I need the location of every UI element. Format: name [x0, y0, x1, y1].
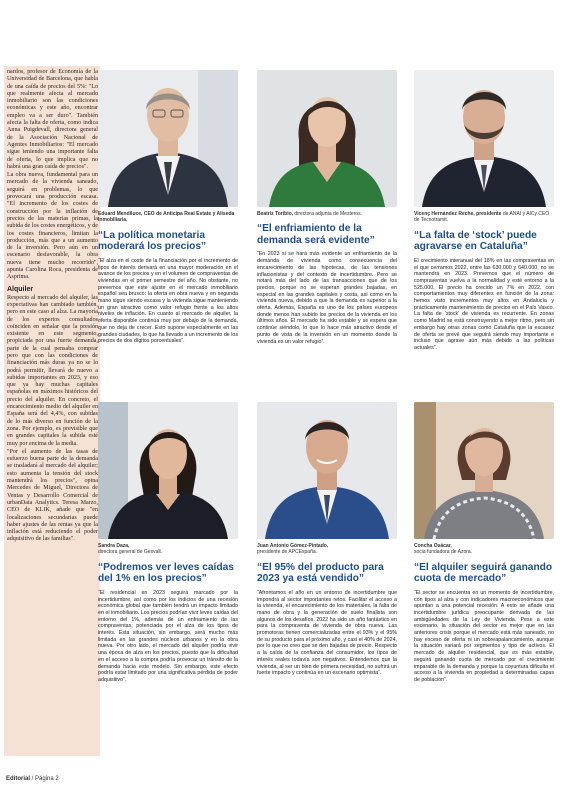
portrait-toribio-image [257, 70, 397, 207]
caption-name: Eduard Mendiluce, CEO de Anticipa Real Estate y Aliseda Inmobiliaria. [98, 211, 235, 224]
interview-card-daza [98, 402, 238, 684]
photo-caption [98, 543, 238, 556]
photo-caption [414, 211, 554, 224]
caption-role: presidente de APCEspaña. [257, 549, 318, 556]
caption-role: directora general de Gesvalt. [98, 549, 163, 556]
card-body: “El alza en el coste de la financiación por el incremento de tipos de interés derivará en una mayor moderación en el avance de los precios y en el volumen de compraventas de viviendas en el primer semestre del año. No obstante, no prevemos que este ajuste en el mercado inmobiliario español sea brusco: la oferta en obra nueva y en segunda mano sigue siendo escasa y la vivienda sigue manteniendo un gran atractivo como valor refugio frente a los altos niveles de inflación. En cuanto al mercado de alquiler, la oferta disponible continúa muy por debajo de la demanda, que no deja de crecer. Esto supone especialmente en las grandes ciudades, lo que ha llevado a un incremento de los precios de dos dígitos porcentuales”. [98, 257, 238, 345]
left-paragraph-4: "Por el aumento de las tasas de esfuerzo buena parte de la demanda se trasladará al mercado del alquiler; esto aumenta la tensión del stock mantendrá los precios", opina Mercedes de Miguel, Directora de Ventas y Desarrollo Comercial de urbanData Analytics. Teresa Marzo, CEO de KLIK, añade que "en localizaciones secundarias puede haber ajustes de las rentas ya que la inflación está reduciendo el poder adquisitivo de las familias". [7, 448, 98, 543]
portrait-osacar-image [414, 402, 554, 539]
card-headline: “El enfriamiento de la demanda será evidente” [257, 223, 375, 246]
photo-caption [414, 543, 554, 556]
interview-card-hernandez [414, 70, 554, 352]
caption-name: Juan Antonio Gómez-Pintado, [257, 543, 329, 549]
left-paragraph-1: nardos, profesor de Economía de la Universidad de Barcelona, que habla de una caída de precios del 5%: "Lo que realmente afecta al mercado inmobiliario son las condiciones económicas y este año, encontrar empleo va a ser duro". También afecta la falta de oferta, como indica Anna Puigdevall, directora general de la Asociación Nacional de Agentes Inmobiliarios: "El mercado sigue teniendo una importante falta de oferta, lo que implica que no habrá una gran caída de precios". [7, 69, 98, 170]
portrait-photo [257, 402, 397, 539]
portrait-mendiluce-image [98, 70, 238, 207]
caption-role: directora adjunta de Mesteros. [294, 211, 362, 217]
interview-card-mendiluce [98, 70, 238, 345]
left-subhead: Alquiler [7, 285, 34, 293]
photo-caption [257, 543, 397, 556]
card-headline: “La política monetaria moderará los precios” [98, 229, 207, 253]
portrait-daza-image [98, 402, 238, 539]
interview-card-gomez-pintado [257, 402, 397, 677]
card-body: “El sector se encuentra en un momento de incertidumbre, con tipos al alza y con indicadores macroeconómicos que apuntan a una potencial recesión. A esto se añade una incertidumbre jurídica preocupante derivada de las ambigüedades de la Ley de Vivienda. Pese a este escenario, la situación del sector es mejor que en las anteriores crisis porque el mercado está más saneado, no hay exceso de oferta ni un sobreapalancamiento, aunque la situación variará por segmentos y tipo de activos. El mercado de alquiler residencial, que es más estable, seguirá ganando cuota de mercado por el crecimiento imparable de la demanda y porque la coyuntura dificulta el acceso a la vivienda en propiedad a determinadas capas de población”. [414, 589, 554, 683]
footer-page: / Página 2 [30, 776, 59, 782]
card-headline: “Podremos ver leves caídas del 1% en los precios” [98, 561, 234, 585]
portrait-photo [98, 70, 238, 207]
left-article-column [4, 66, 100, 756]
card-headline: “El 95% del producto para 2023 ya está vendido” [257, 561, 384, 585]
portrait-gomez-pintado-image [257, 402, 397, 539]
caption-role: de ANAI y AICy CEO de Tecnotramit. [414, 211, 550, 224]
left-paragraph-2: La obra nueva, fundamental para un mercado de la vivienda saneado, seguirá en problemas, lo que provocará una producción escasa. "El incremento de los costes de construcción por la inflación de precios de las materias primas, la subida de los costes energéticos, y de los costes financieros, limitan la producción, más que a un aumento de la inversión. Pero aún en un escenario desfavorable, la obra nueva tiene mucho recorrido", apunta Carolina Roca, presidenta de Asprima. [7, 172, 98, 281]
card-body: “Afrontamos el año en un entorno de incertidumbre que impondrá al sector importantes retos. Facilitar el acceso a la vivienda, el encarecimiento de los materiales, la falta de mano de obra y la generación de suelo finalista son algunos de los desafíos. 2022 ha sido un año fantástico en para la compraventa de vivienda de obra nueva. Las promotoras tienen comercializadas entre el 93% y el 95% de su producto para el próximo año, y casi el 40% de 2024, por lo que no creo que se den bajadas de precio. Respecto a la caída de la confianza del consumidor, los tipos de interés reales todavía son negativos. Entendemos que la vivienda, al ser un bien de primera necesidad, no sufrirá un fuerte impacto y continúa en un escenario optimista”. [257, 589, 397, 677]
card-headline: “La falta de ‘stock’ puede agravarse en Cataluña” [414, 229, 537, 253]
portrait-photo [414, 70, 554, 207]
card-headline: “El alquiler seguirá ganando cuota de mercado” [414, 561, 553, 585]
left-paragraph-3: Respecto al mercado del alquiler, las expectativas han cambiado también, pero en este caso al alza. La mayoría de los expertos consultados coinciden en señalar que la presión existente en este segmento, propiciada por una fuerte demanda, parte de la cual pensaba comprar pero que con las condiciones de financiación más duras ya no se lo podrá permitir, llevará de nuevo a subidas importantes en 2023, y eso que ya hay muchas capitales españolas en máximos históricos del precio del alquiler. En concreto, el encarecimiento medio del alquiler en España será del 4,4%, con subidas de lo más diverso en función de la zona. Por ejemplo, es previsible que en grandes capitales la subida esté muy por encima de la media. [7, 294, 98, 447]
page-footer [6, 776, 59, 782]
caption-name: Concha Osácar, [414, 543, 452, 549]
portrait-photo [414, 402, 554, 539]
portrait-hernandez-image [414, 70, 554, 207]
caption-role: socia fundadora de Azora. [414, 549, 473, 556]
photo-caption [98, 211, 238, 224]
photo-caption [257, 211, 397, 217]
caption-name: Beatriz Toribio, [257, 211, 294, 217]
caption-name: Vicenç Hernández Reche, presidente [414, 211, 502, 217]
card-body: “El residencial en 2023 seguirá marcado por la incertidumbre, así como por los indicios de una recesión económica global que también tendrá un impacto limitado en el inmobiliario. Los precios podrían vivir leves caídas del entorno del 1%, además de un enfriamiento de las compraventas, potenciada por el alza de los tipos de interés. Esta situación, sin embargo, será mucho más limitada en las grandes núcleos urbanos y en la obra nueva. Por otro lado, el mercado del alquiler podría vivir una época de alza en los precios, puesto que la dificultad en el acceso a la compra podría provocar un tránsito de la demanda hacia este modelo. Sin embargo, este efecto podría estar limitado por una significativa pérdida de poder adquisitivo”. [98, 589, 238, 683]
card-body: El crecimiento interanual del 18% en las compraventas en el que cerramos 2022, entre las 630.000 y 640.000, no se mantendrá en 2023. Prevemos que el número de compraventas vuelva a la normalidad y esté entorno a la 525.000. El precio ha crecido un 7% en 2022, con comportamientos muy diferentes en función de la zona: hemos visto incrementos muy altos en Andalucía y prácticamente mantenimiento de precios en el País Vasco. La falta de ‘stock’ de vivienda es recurrente. En zonas como Madrid se está construyendo a mejor ritmo, pero sin embargo hay otras zonas como Cataluña que la escasez de oferta se prevé que seguirá siendo muy importante e incluso que agrave aún más debido a las políticas actuales”. [414, 257, 554, 351]
card-body: “En 2023 si se hará más evidente un enfriamiento de la demanda de vivienda como consecuencia del encarecimiento de las hipotecas, de las tensiones inflacionistas y del contexto de incertidumbre. Pero se notará más del lado de las transacciones que de los precios, porque no se esperan grandes bajadas, en especial en las grandes capitales y costa, así como en la vivienda nueva, debido a que la demanda es superior a la oferta. Además, España es uno de los países europeos donde menos han subido los precios de la vivienda en los últimos años. El mercado ha sido estable y se espera que continúe siéndolo, lo que lo hace más atractivo desde el punto de vista de la inversión en un momento donde la vivienda es un valor refugio”. [257, 251, 397, 345]
portrait-photo [257, 70, 397, 207]
footer-section: Editorial [6, 776, 31, 782]
interview-card-toribio [257, 70, 397, 345]
caption-name: Sandra Daza, [98, 543, 130, 549]
interview-card-osacar [414, 402, 554, 684]
portrait-photo [98, 402, 238, 539]
